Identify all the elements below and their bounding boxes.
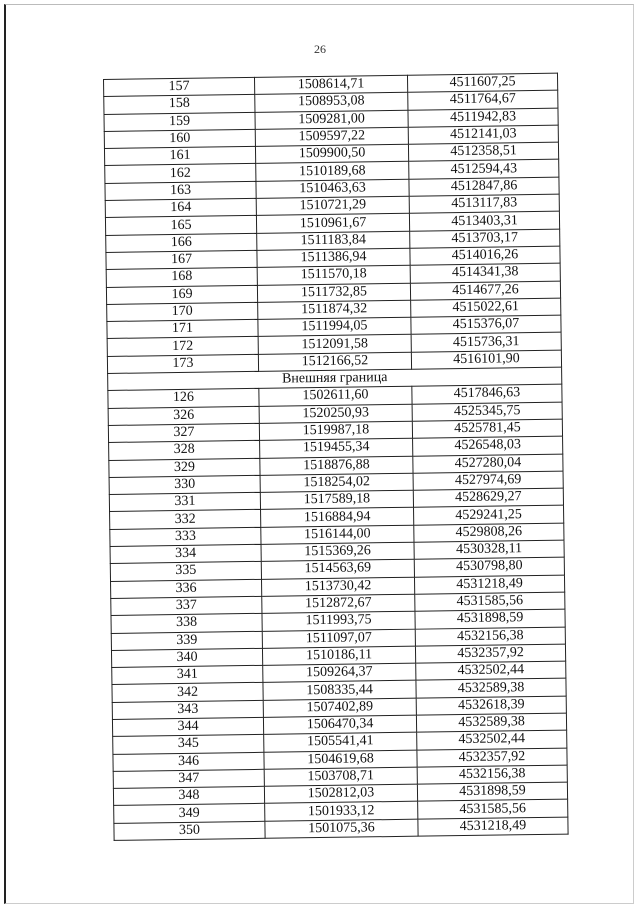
point-number-cell: 342 xyxy=(112,683,263,702)
point-number-cell: 166 xyxy=(106,233,257,252)
point-number-cell: 339 xyxy=(111,631,262,650)
x-coordinate-cell: 1512872,67 xyxy=(262,594,415,613)
y-coordinate-cell: 4531898,59 xyxy=(417,782,567,801)
point-number-cell: 158 xyxy=(104,95,255,114)
x-coordinate-cell: 1511183,84 xyxy=(257,231,410,250)
point-number-cell: 161 xyxy=(104,147,255,166)
point-number-cell: 332 xyxy=(110,510,261,529)
section-title: Внешняя граница xyxy=(108,367,562,391)
point-number-cell: 167 xyxy=(106,250,257,269)
x-coordinate-cell: 1511993,75 xyxy=(262,611,415,630)
y-coordinate-cell: 4531585,56 xyxy=(415,592,565,611)
x-coordinate-cell: 1510186,11 xyxy=(262,646,415,665)
y-coordinate-cell: 4515376,07 xyxy=(411,315,561,334)
y-coordinate-cell: 4516101,90 xyxy=(411,350,561,369)
point-number-cell: 173 xyxy=(107,354,258,373)
point-number-cell: 333 xyxy=(110,527,261,546)
y-coordinate-cell: 4512847,86 xyxy=(409,177,559,196)
y-coordinate-cell: 4530798,80 xyxy=(414,557,564,576)
x-coordinate-cell: 1511570,18 xyxy=(257,265,410,284)
point-number-cell: 336 xyxy=(111,579,262,598)
y-coordinate-cell: 4530328,11 xyxy=(414,540,564,559)
y-coordinate-cell: 4511607,25 xyxy=(407,73,557,92)
x-coordinate-cell: 1508614,71 xyxy=(254,75,407,94)
x-coordinate-cell: 1515369,26 xyxy=(261,542,414,561)
point-number-cell: 346 xyxy=(113,752,264,771)
y-coordinate-cell: 4532502,44 xyxy=(417,730,567,749)
x-coordinate-cell: 1511097,07 xyxy=(262,629,415,648)
point-number-cell: 169 xyxy=(106,285,257,304)
x-coordinate-cell: 1513730,42 xyxy=(261,577,414,596)
point-number-cell: 162 xyxy=(105,164,256,183)
x-coordinate-cell: 1516144,00 xyxy=(261,525,414,544)
y-coordinate-cell: 4514341,38 xyxy=(410,263,560,282)
x-coordinate-cell: 1509597,22 xyxy=(255,127,408,146)
y-coordinate-cell: 4529241,25 xyxy=(414,506,564,525)
x-coordinate-cell: 1509281,00 xyxy=(255,110,408,129)
point-number-cell: 348 xyxy=(113,786,264,805)
point-number-cell: 126 xyxy=(108,389,259,408)
point-number-cell: 172 xyxy=(107,337,258,356)
y-coordinate-cell: 4527280,04 xyxy=(413,454,563,473)
y-coordinate-cell: 4515022,61 xyxy=(411,298,561,317)
y-coordinate-cell: 4532156,38 xyxy=(417,765,567,784)
y-coordinate-cell: 4527974,69 xyxy=(413,471,563,490)
x-coordinate-cell: 1510961,67 xyxy=(256,214,409,233)
y-coordinate-cell: 4512594,43 xyxy=(409,160,559,179)
y-coordinate-cell: 4526548,03 xyxy=(413,436,563,455)
point-number-cell: 330 xyxy=(109,475,260,494)
x-coordinate-cell: 1512166,52 xyxy=(258,352,411,371)
x-coordinate-cell: 1503708,71 xyxy=(264,767,417,786)
point-number-cell: 165 xyxy=(105,216,256,235)
x-coordinate-cell: 1501075,36 xyxy=(265,819,418,838)
x-coordinate-cell: 1516884,94 xyxy=(261,508,414,527)
y-coordinate-cell: 4531585,56 xyxy=(418,800,568,819)
y-coordinate-cell: 4531898,59 xyxy=(415,609,565,628)
y-coordinate-cell: 4513403,31 xyxy=(409,212,559,231)
point-number-cell: 331 xyxy=(109,492,260,511)
point-number-cell: 341 xyxy=(112,665,263,684)
x-coordinate-cell: 1511874,32 xyxy=(258,300,411,319)
y-coordinate-cell: 4512141,03 xyxy=(408,125,558,144)
y-coordinate-cell: 4532618,39 xyxy=(416,696,566,715)
point-number-cell: 326 xyxy=(108,406,259,425)
x-coordinate-cell: 1511386,94 xyxy=(257,248,410,267)
x-coordinate-cell: 1501933,12 xyxy=(265,802,418,821)
point-number-cell: 163 xyxy=(105,181,256,200)
y-coordinate-cell: 4532589,38 xyxy=(416,678,566,697)
x-coordinate-cell: 1512091,58 xyxy=(258,335,411,354)
point-number-cell: 168 xyxy=(106,268,257,287)
y-coordinate-cell: 4511764,67 xyxy=(408,90,558,109)
y-coordinate-cell: 4525345,75 xyxy=(412,402,562,421)
point-number-cell: 340 xyxy=(111,648,262,667)
y-coordinate-cell: 4511942,83 xyxy=(408,108,558,127)
x-coordinate-cell: 1519455,34 xyxy=(260,438,413,457)
coordinates-table xyxy=(103,73,569,841)
x-coordinate-cell: 1509900,50 xyxy=(255,144,408,163)
x-coordinate-cell: 1502812,03 xyxy=(264,784,417,803)
y-coordinate-cell: 4532502,44 xyxy=(416,661,566,680)
point-number-cell: 349 xyxy=(114,804,265,823)
point-number-cell: 350 xyxy=(114,821,265,840)
x-coordinate-cell: 1509264,37 xyxy=(263,663,416,682)
x-coordinate-cell: 1510463,63 xyxy=(256,179,409,198)
point-number-cell: 164 xyxy=(105,198,256,217)
x-coordinate-cell: 1508335,44 xyxy=(263,681,416,700)
point-number-cell: 337 xyxy=(111,596,262,615)
y-coordinate-cell: 4513117,83 xyxy=(409,194,559,213)
y-coordinate-cell: 4515736,31 xyxy=(411,333,561,352)
x-coordinate-cell: 1510721,29 xyxy=(256,196,409,215)
point-number-cell: 328 xyxy=(109,441,260,460)
point-number-cell: 335 xyxy=(110,562,261,581)
point-number-cell: 170 xyxy=(107,302,258,321)
y-coordinate-cell: 4528629,27 xyxy=(413,488,563,507)
point-number-cell: 347 xyxy=(113,769,264,788)
coordinates-table-container xyxy=(103,73,565,841)
point-number-cell: 344 xyxy=(112,717,263,736)
x-coordinate-cell: 1517589,18 xyxy=(260,490,413,509)
point-number-cell: 329 xyxy=(109,458,260,477)
y-coordinate-cell: 4514677,26 xyxy=(410,281,560,300)
x-coordinate-cell: 1510189,68 xyxy=(256,162,409,181)
y-coordinate-cell: 4517846,63 xyxy=(412,384,562,403)
x-coordinate-cell: 1502611,60 xyxy=(259,387,412,406)
y-coordinate-cell: 4532589,38 xyxy=(416,713,566,732)
x-coordinate-cell: 1518876,88 xyxy=(260,456,413,475)
x-coordinate-cell: 1511994,05 xyxy=(258,317,411,336)
point-number-cell: 160 xyxy=(104,129,255,148)
point-number-cell: 343 xyxy=(112,700,263,719)
point-number-cell: 345 xyxy=(113,735,264,754)
point-number-cell: 338 xyxy=(111,614,262,633)
coordinates-table-body xyxy=(104,73,569,840)
y-coordinate-cell: 4531218,49 xyxy=(414,575,564,594)
y-coordinate-cell: 4514016,26 xyxy=(410,246,560,265)
x-coordinate-cell: 1520250,93 xyxy=(259,404,412,423)
y-coordinate-cell: 4531218,49 xyxy=(418,817,568,836)
y-coordinate-cell: 4525781,45 xyxy=(412,419,562,438)
y-coordinate-cell: 4529808,26 xyxy=(414,523,564,542)
point-number-cell: 157 xyxy=(104,77,255,96)
point-number-cell: 334 xyxy=(110,544,261,563)
x-coordinate-cell: 1511732,85 xyxy=(257,283,410,302)
y-coordinate-cell: 4512358,51 xyxy=(408,142,558,161)
x-coordinate-cell: 1505541,41 xyxy=(264,732,417,751)
x-coordinate-cell: 1504619,68 xyxy=(264,750,417,769)
y-coordinate-cell: 4513703,17 xyxy=(410,229,560,248)
point-number-cell: 171 xyxy=(107,320,258,339)
x-coordinate-cell: 1519987,18 xyxy=(259,421,412,440)
x-coordinate-cell: 1514563,69 xyxy=(261,560,414,579)
point-number-cell: 327 xyxy=(108,423,259,442)
point-number-cell: 159 xyxy=(104,112,255,131)
y-coordinate-cell: 4532357,92 xyxy=(417,748,567,767)
page-number: 26 xyxy=(314,42,326,56)
x-coordinate-cell: 1507402,89 xyxy=(263,698,416,717)
y-coordinate-cell: 4532156,38 xyxy=(415,627,565,646)
x-coordinate-cell: 1518254,02 xyxy=(260,473,413,492)
y-coordinate-cell: 4532357,92 xyxy=(415,644,565,663)
x-coordinate-cell: 1508953,08 xyxy=(255,93,408,112)
x-coordinate-cell: 1506470,34 xyxy=(263,715,416,734)
